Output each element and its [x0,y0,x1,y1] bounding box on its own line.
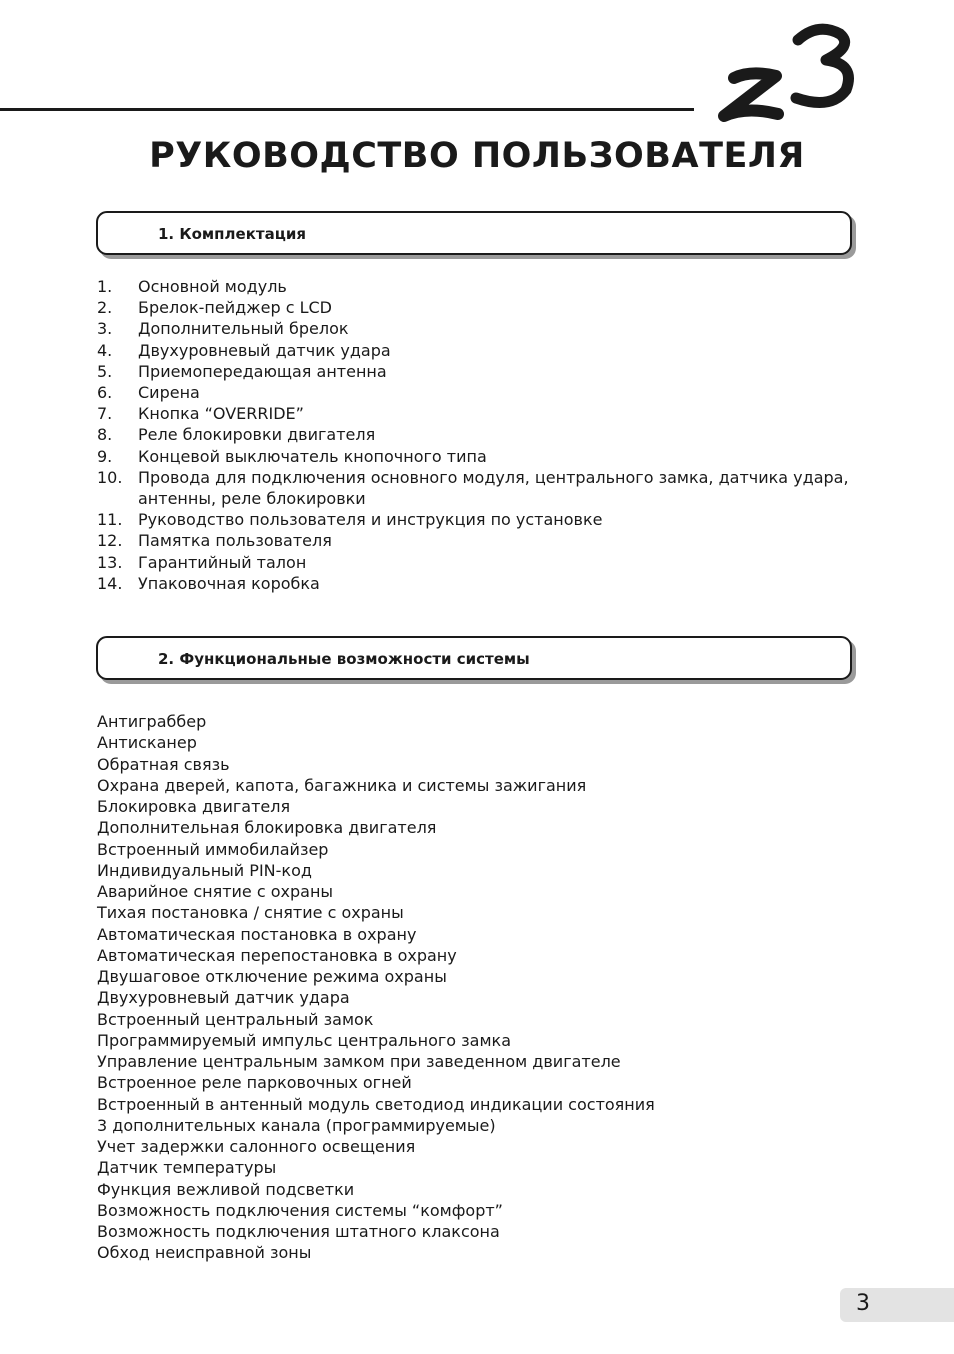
feature-item: 3 дополнительных канала (программируемые) [97,1115,496,1135]
list-item-text: Дополнительный брелок [138,319,349,339]
list-item-text: Сирена [138,383,200,403]
feature-item: Встроенный в антенный модуль светодиод индикации состояния [97,1094,655,1114]
feature-item: Охрана дверей, капота, багажника и системы зажигания [97,775,587,795]
list-item-text: Упаковочная коробка [138,573,320,593]
list-item-text: Брелок-пейджер с LCD [138,298,332,318]
list-item-number: 10. [97,467,123,487]
feature-item: Автоматическая перепостановка в охрану [97,945,457,965]
feature-item: Двухуровневый датчик удара [97,988,350,1008]
list-item-number: 7. [97,404,113,424]
page-title: РУКОВОДСТВО ПОЛЬЗОВАТЕЛЯ [149,136,805,176]
feature-item: Обход неисправной зоны [97,1243,312,1263]
feature-item: Учет задержки салонного освещения [97,1137,416,1156]
section-heading: 2. Функциональные возможности системы [158,650,530,668]
feature-item: Обратная связь [97,754,230,774]
list-item-text: Концевой выключатель кнопочного типа [138,446,487,466]
section-heading: 1. Комплектация [158,225,306,243]
list-item-text: Провода для подключения основного модуля, центрального замка, датчика удара, антенны, реле блокировки [138,467,849,509]
list-item-number: 11. [97,510,123,530]
list-item-text: Руководство пользователя и инструкция по установке [138,510,603,530]
feature-item: Встроенный центральный замок [97,1009,374,1029]
section-heading-box [96,211,852,255]
list-item [97,552,857,573]
list-item-text: Памятка пользователя [138,531,332,551]
list-item [97,509,857,530]
contents-list [97,276,857,594]
list-item-number: 6. [97,383,113,403]
list-item-number: 13. [97,552,123,572]
list-item-text: Реле блокировки двигателя [138,425,376,445]
feature-item: Возможность подключения штатного клаксона [97,1222,500,1241]
feature-item: Встроенный иммобилайзер [97,839,329,859]
feature-item: Двушаговое отключение режима охраны [97,967,447,986]
list-item [97,403,857,424]
list-item-number: 4. [97,340,113,360]
list-item [97,276,857,297]
list-item [97,382,857,403]
page-number: 3 [856,1291,870,1316]
list-item-text: Гарантийный талон [138,552,307,572]
feature-item: Датчик температуры [97,1158,277,1178]
list-item [97,467,857,509]
feature-item: Антисканер [97,733,197,753]
list-item-text: Кнопка “OVERRIDE” [138,404,304,424]
list-item-number: 12. [97,531,123,551]
list-item-text: Приемопередающая антенна [138,361,387,381]
list-item-number: 1. [97,277,113,296]
section-heading-box [96,636,852,680]
feature-item: Тихая постановка / снятие с охраны [97,903,404,923]
z3-logo [706,18,866,128]
feature-item: Блокировка двигателя [97,797,291,816]
feature-item: Управление центральным замком при заведенном двигателе [97,1052,621,1071]
feature-item: Программируемый импульс центрального замка [97,1030,511,1050]
page-number-tab [840,1288,954,1322]
features-list [97,711,857,1264]
list-item-number: 2. [97,298,113,318]
list-item-number: 9. [97,446,113,466]
feature-item: Возможность подключения системы “комфорт” [97,1200,503,1220]
list-item [97,318,857,339]
list-item-text: Двухуровневый датчик удара [138,340,391,360]
list-item [97,446,857,467]
list-item-number: 3. [97,319,113,339]
list-item [97,361,857,382]
list-item [97,424,857,445]
feature-item: Автоматическая постановка в охрану [97,924,417,944]
feature-item: Встроенное реле парковочных огней [97,1073,412,1093]
list-item [97,530,857,551]
feature-item: Индивидуальный PIN-код [97,860,312,880]
list-item-number: 5. [97,361,113,381]
list-item [97,297,857,318]
list-item [97,340,857,361]
header-rule [0,108,694,111]
feature-item: Функция вежливой подсветки [97,1179,355,1199]
list-item-number: 14. [97,573,123,593]
feature-item: Аварийное снятие с охраны [97,882,334,901]
list-item-text: Основной модуль [138,277,287,296]
list-item-number: 8. [97,425,113,445]
feature-item: Антиграббер [97,712,207,731]
list-item [97,573,857,594]
feature-item: Дополнительная блокировка двигателя [97,818,437,838]
